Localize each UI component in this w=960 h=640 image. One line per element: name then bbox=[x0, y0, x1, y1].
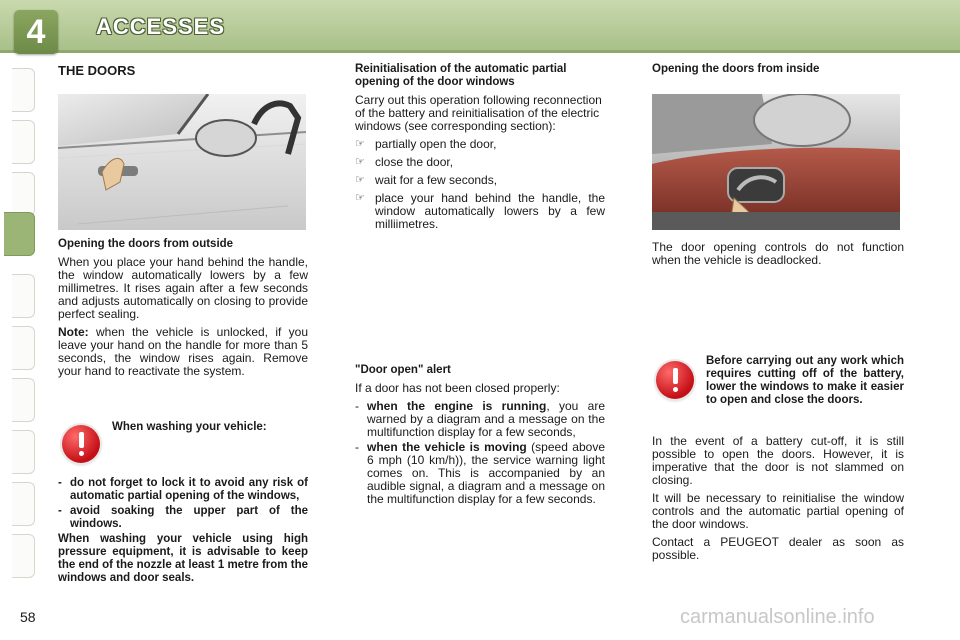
rail-tab-9[interactable] bbox=[12, 482, 35, 526]
reinit-steps bbox=[355, 138, 605, 231]
washing-warning-title: When washing your vehicle: bbox=[112, 421, 267, 433]
inside-heading: Opening the doors from inside bbox=[652, 63, 820, 75]
washing-warning-block bbox=[58, 477, 308, 585]
watermark: carmanualsonline.info bbox=[680, 606, 875, 628]
rail-tab-5[interactable] bbox=[12, 274, 35, 318]
outside-text: When you place your hand behind the handle, the window automatically lowers by a few millimetres. It rises again after a few seconds and adjusts automatically on closing to provide perfect sealing. bbox=[58, 255, 308, 321]
washing-warning-text: When washing your vehicle using high pressure equipment, it is advisable to keep the end of the nozzle at least 1 metre from the windows and door seals. bbox=[58, 533, 308, 584]
rail-tab-4-active[interactable] bbox=[4, 212, 35, 256]
battery-paragraph: In the event of a battery cut-off, it is still possible to open the doors. However, it is imperative that the door is not slammed on closing. bbox=[652, 434, 904, 487]
reinit-heading: Reinitialisation of the automatic partial opening of the door windows bbox=[355, 63, 567, 88]
alert-item: - when the engine is running, you are warned by a diagram and a message on the multifunction display for a few seconds, bbox=[355, 399, 605, 439]
header-divider bbox=[0, 50, 960, 53]
battery-cutoff-block bbox=[652, 435, 904, 567]
pointing-hand-icon: ☞ bbox=[355, 138, 365, 150]
chapter-number-tab: 4 bbox=[14, 10, 58, 54]
pointing-hand-icon: ☞ bbox=[355, 174, 365, 186]
note-label: Note: bbox=[58, 325, 89, 339]
rail-tab-2[interactable] bbox=[12, 120, 35, 164]
battery-warning-text: Before carrying out any work which requires cutting off of the battery, lower the windows to make it easier to open and close the doors. bbox=[706, 355, 904, 406]
washing-warning-item: - do not forget to lock it to avoid any risk of automatic partial opening of the windows, bbox=[58, 477, 308, 502]
outside-heading: Opening the doors from outside bbox=[58, 238, 234, 250]
chapter-rail bbox=[0, 60, 34, 580]
rail-tab-1[interactable] bbox=[12, 68, 35, 112]
door-open-alert-block bbox=[355, 364, 605, 508]
rail-tab-3[interactable] bbox=[12, 172, 35, 216]
note-text: when the vehicle is unlocked, if you leave your hand on the handle for more than 5 seconds, the window rises again. Remove your hand to reactivate the system. bbox=[58, 325, 308, 378]
alert-intro: If a door has not been closed properly: bbox=[355, 381, 560, 395]
list-item: ☞ wait for a few seconds, bbox=[355, 173, 498, 187]
pointing-hand-icon: ☞ bbox=[355, 192, 365, 204]
outside-opening-block bbox=[58, 238, 308, 383]
rail-tab-8[interactable] bbox=[12, 430, 35, 474]
note-paragraph bbox=[58, 326, 308, 378]
warning-icon bbox=[62, 425, 100, 463]
inside-text: The door opening controls do not function when the vehicle is deadlocked. bbox=[652, 240, 904, 267]
rail-tab-10[interactable] bbox=[12, 534, 35, 578]
chapter-title: ACCESSES bbox=[96, 14, 226, 39]
list-item: ☞ partially open the door, bbox=[355, 137, 497, 151]
interior-door-handle-illustration bbox=[652, 94, 900, 230]
exterior-door-handle-illustration bbox=[58, 94, 306, 230]
page-number: 58 bbox=[20, 609, 36, 625]
battery-paragraph: Contact a PEUGEOT dealer as soon as possible. bbox=[652, 535, 904, 562]
battery-paragraph: It will be necessary to reinitialise the window controls and the automatic partial opening of the door windows. bbox=[652, 491, 904, 531]
alert-item: - when the vehicle is moving (speed above 6 mph (10 km/h)), the service warning light comes on. This is accompanied by an audible signal, a diagram and a message on the multifunction display for a few seconds. bbox=[355, 440, 605, 506]
washing-warning-item: - avoid soaking the upper part of the windows. bbox=[58, 505, 308, 530]
reinit-intro: Carry out this operation following reconnection of the battery and reinitialisation of the electric windows (see corresponding section): bbox=[355, 93, 602, 133]
warning-icon bbox=[656, 361, 694, 399]
rail-tab-6[interactable] bbox=[12, 326, 35, 370]
pointing-hand-icon: ☞ bbox=[355, 156, 365, 168]
list-item: ☞ place your hand behind the handle, the window automatically lowers by a few milliimetres. bbox=[355, 191, 605, 231]
list-item: ☞ close the door, bbox=[355, 155, 454, 169]
alert-heading: "Door open" alert bbox=[355, 364, 451, 376]
reinitialisation-block bbox=[355, 63, 605, 236]
rail-tab-7[interactable] bbox=[12, 378, 35, 422]
section-title: THE DOORS bbox=[58, 63, 136, 78]
